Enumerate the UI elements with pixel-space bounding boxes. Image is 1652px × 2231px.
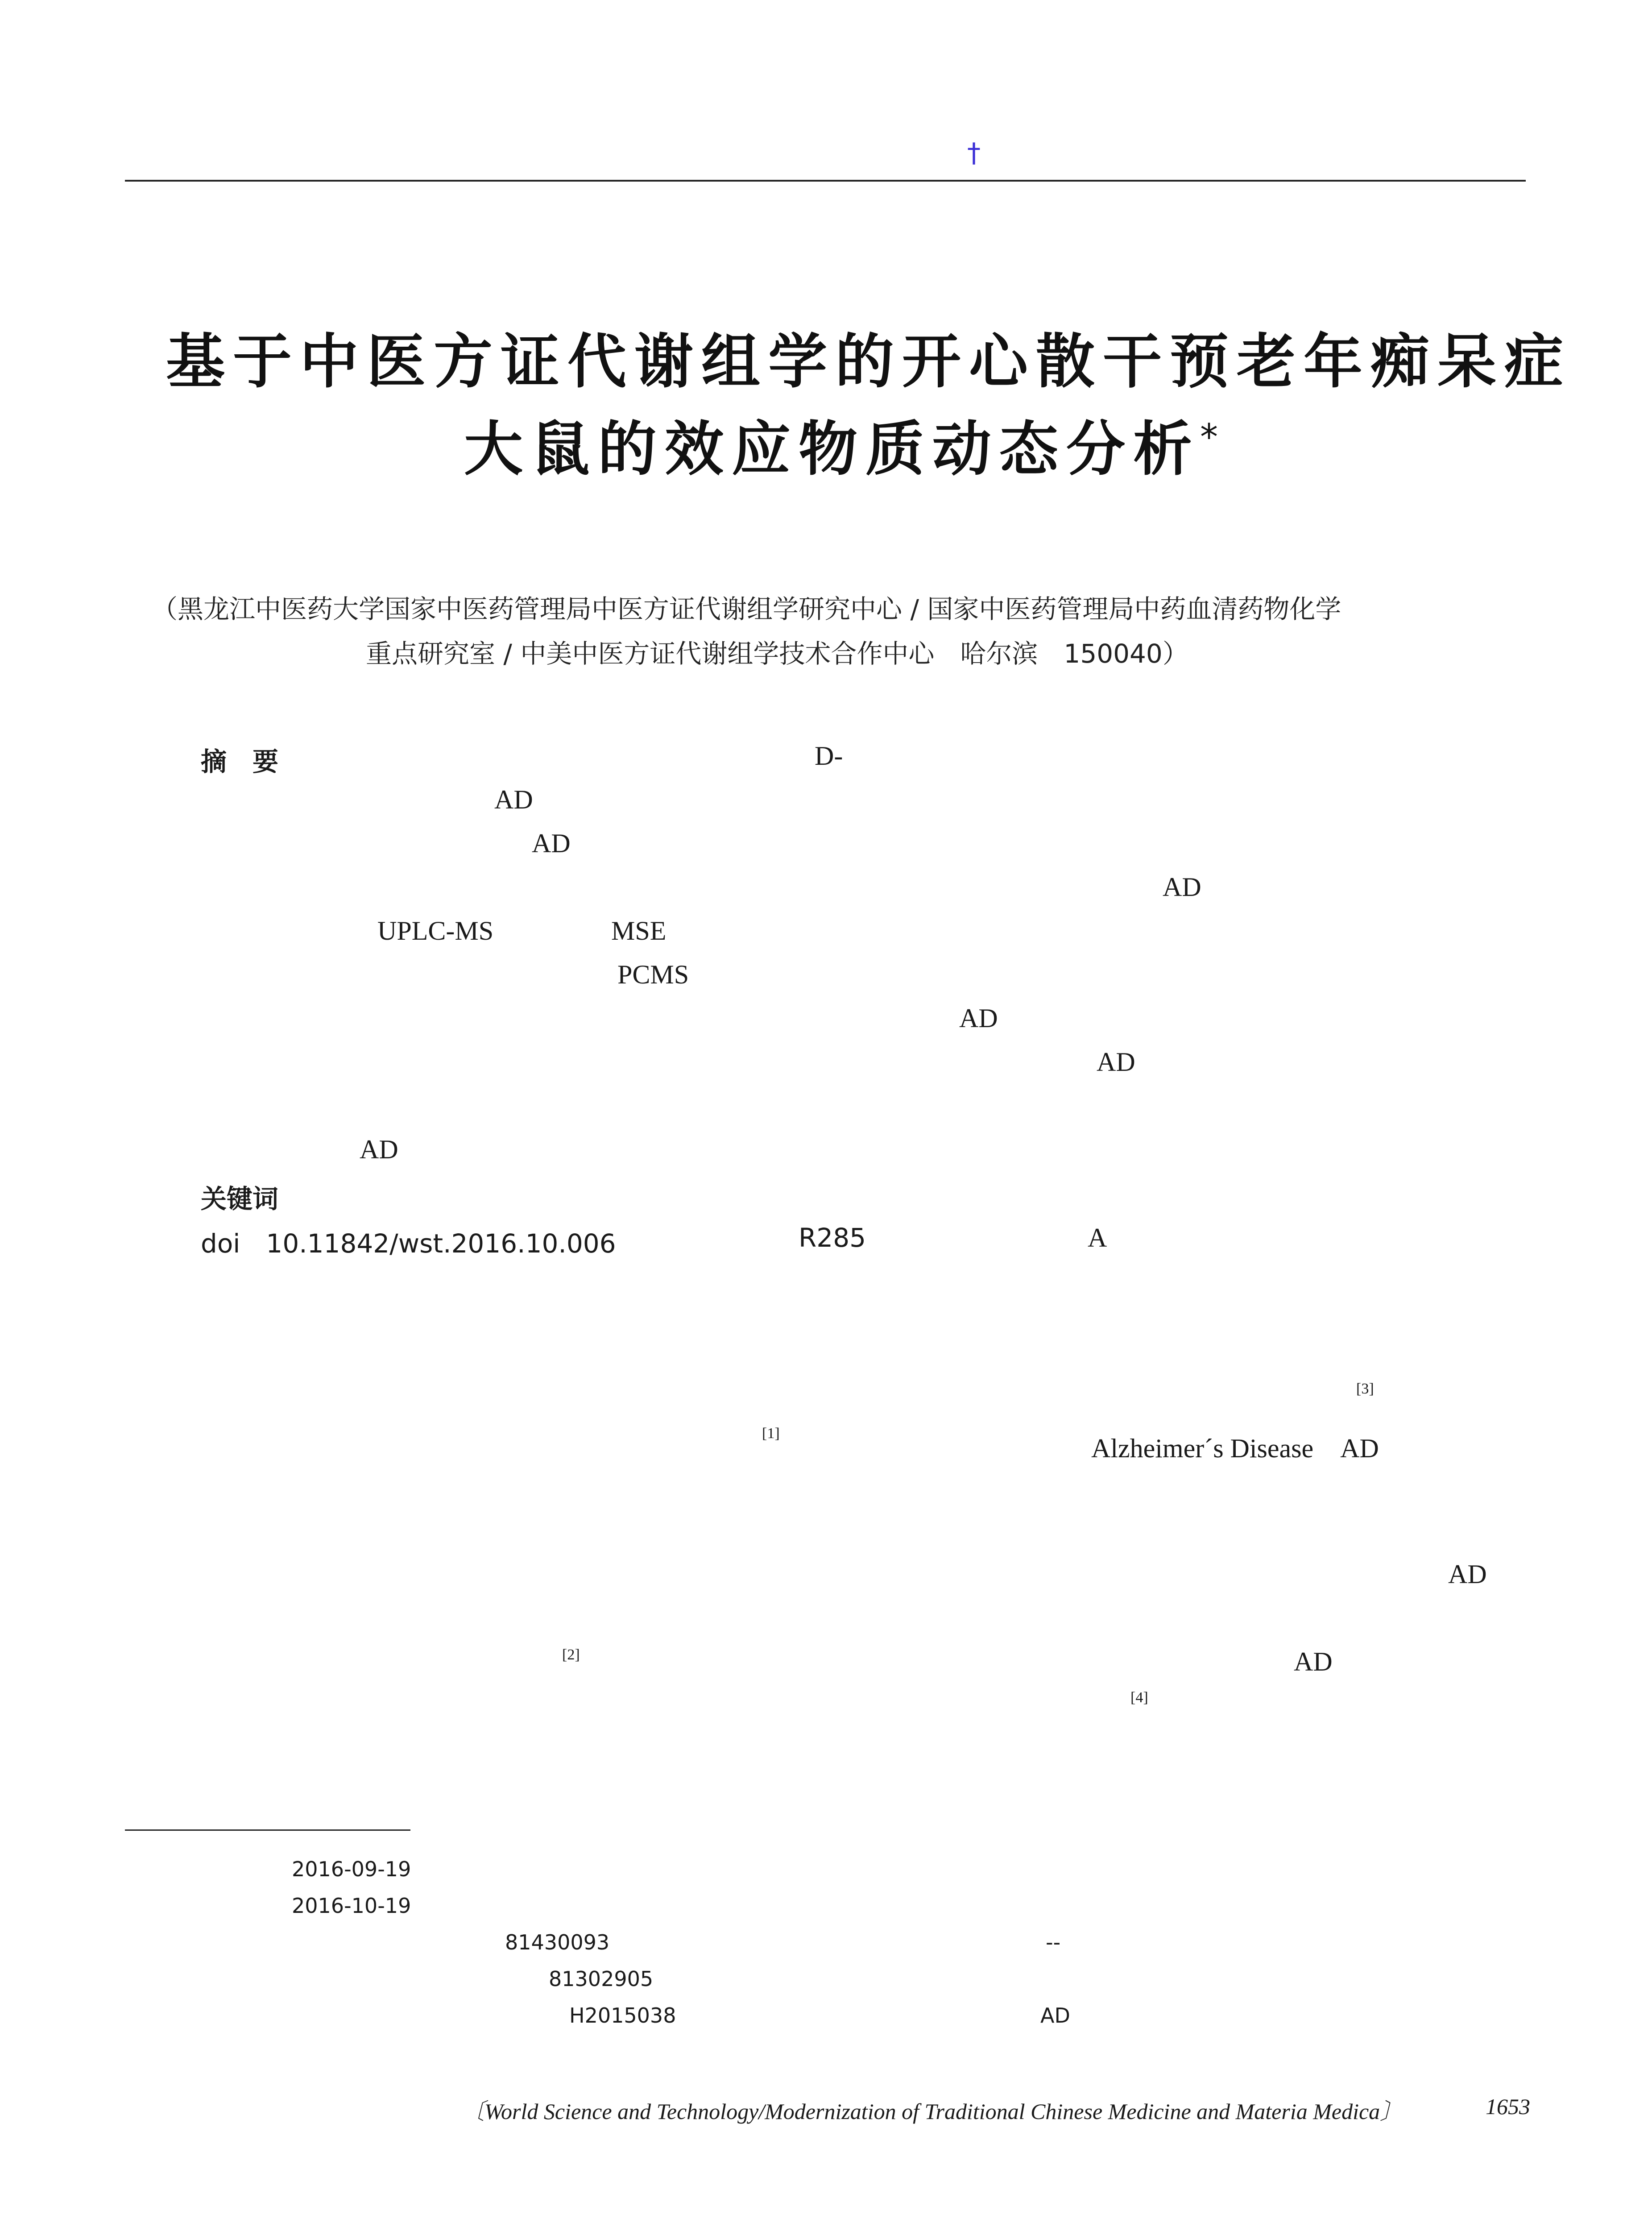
header-dagger: † xyxy=(967,137,981,169)
footnote-rule xyxy=(125,1829,410,1831)
body-ad-2: AD xyxy=(1294,1647,1333,1676)
affiliation-line1: （黑龙江中医药大学国家中医药管理局中医方证代谢组学研究中心 / 国家中医药管理局中药血清药物化学 xyxy=(152,594,1341,624)
citation-1: [1] xyxy=(762,1425,780,1442)
footnote-ad: AD xyxy=(1040,2003,1070,2028)
title-footnote-mark: * xyxy=(1200,416,1218,458)
abstract-fragment-pcms: PCMS xyxy=(617,960,689,989)
affiliation-line2: 重点研究室 / 中美中医方证代谢组学技术合作中心 哈尔滨 150040） xyxy=(366,639,1188,669)
abstract-fragment-ad-1: AD xyxy=(494,785,533,814)
abstract-fragment-ad-6: AD xyxy=(360,1135,398,1164)
grant-number-1: 81430093 xyxy=(505,1930,610,1954)
abstract-fragment-d: D- xyxy=(815,741,843,771)
grant-dash: -- xyxy=(1046,1930,1061,1954)
abstract-fragment-ad-5: AD xyxy=(1097,1047,1135,1077)
doi: doi 10.11842/wst.2016.10.006 xyxy=(201,1228,616,1259)
header-rule xyxy=(125,180,1526,182)
grant-number-2: 81302905 xyxy=(549,1967,654,1991)
article-title-line2 xyxy=(464,402,1218,486)
abstract-fragment-ad-2: AD xyxy=(532,829,571,858)
article-title-line2-text: 大鼠的效应物质动态分析 xyxy=(464,415,1200,484)
abstract-fragment-uplc-ms: UPLC-MS xyxy=(377,916,494,945)
received-date: 2016-09-19 xyxy=(292,1857,411,1881)
clc-number: R285 xyxy=(799,1223,866,1253)
abstract-fragment-ad-3: AD xyxy=(1163,872,1201,902)
revised-date: 2016-10-19 xyxy=(292,1894,411,1918)
abstract-fragment-ad-4: AD xyxy=(959,1004,998,1033)
citation-2: [2] xyxy=(562,1646,580,1663)
citation-4: [4] xyxy=(1130,1689,1148,1706)
body-ad-1: AD xyxy=(1448,1559,1487,1589)
document-code: A xyxy=(1088,1223,1107,1252)
journal-name: 〔World Science and Technology/Modernization of Traditional Chinese Medicine and Materia Medica〕 xyxy=(462,2099,1403,2124)
keywords-label: 关键词 xyxy=(201,1184,279,1214)
abstract-label: 摘 要 xyxy=(201,746,279,777)
page-number: 1653 xyxy=(1486,2094,1530,2119)
grant-number-3: H2015038 xyxy=(569,2003,676,2028)
alzheimers-term: Alzheimer´s Disease AD xyxy=(1091,1434,1379,1463)
article-title-line1: 基于中医方证代谢组学的开心散干预老年痴呆症 xyxy=(166,328,1571,396)
citation-3: [3] xyxy=(1356,1381,1374,1397)
abstract-fragment-mse: MSE xyxy=(611,916,667,945)
